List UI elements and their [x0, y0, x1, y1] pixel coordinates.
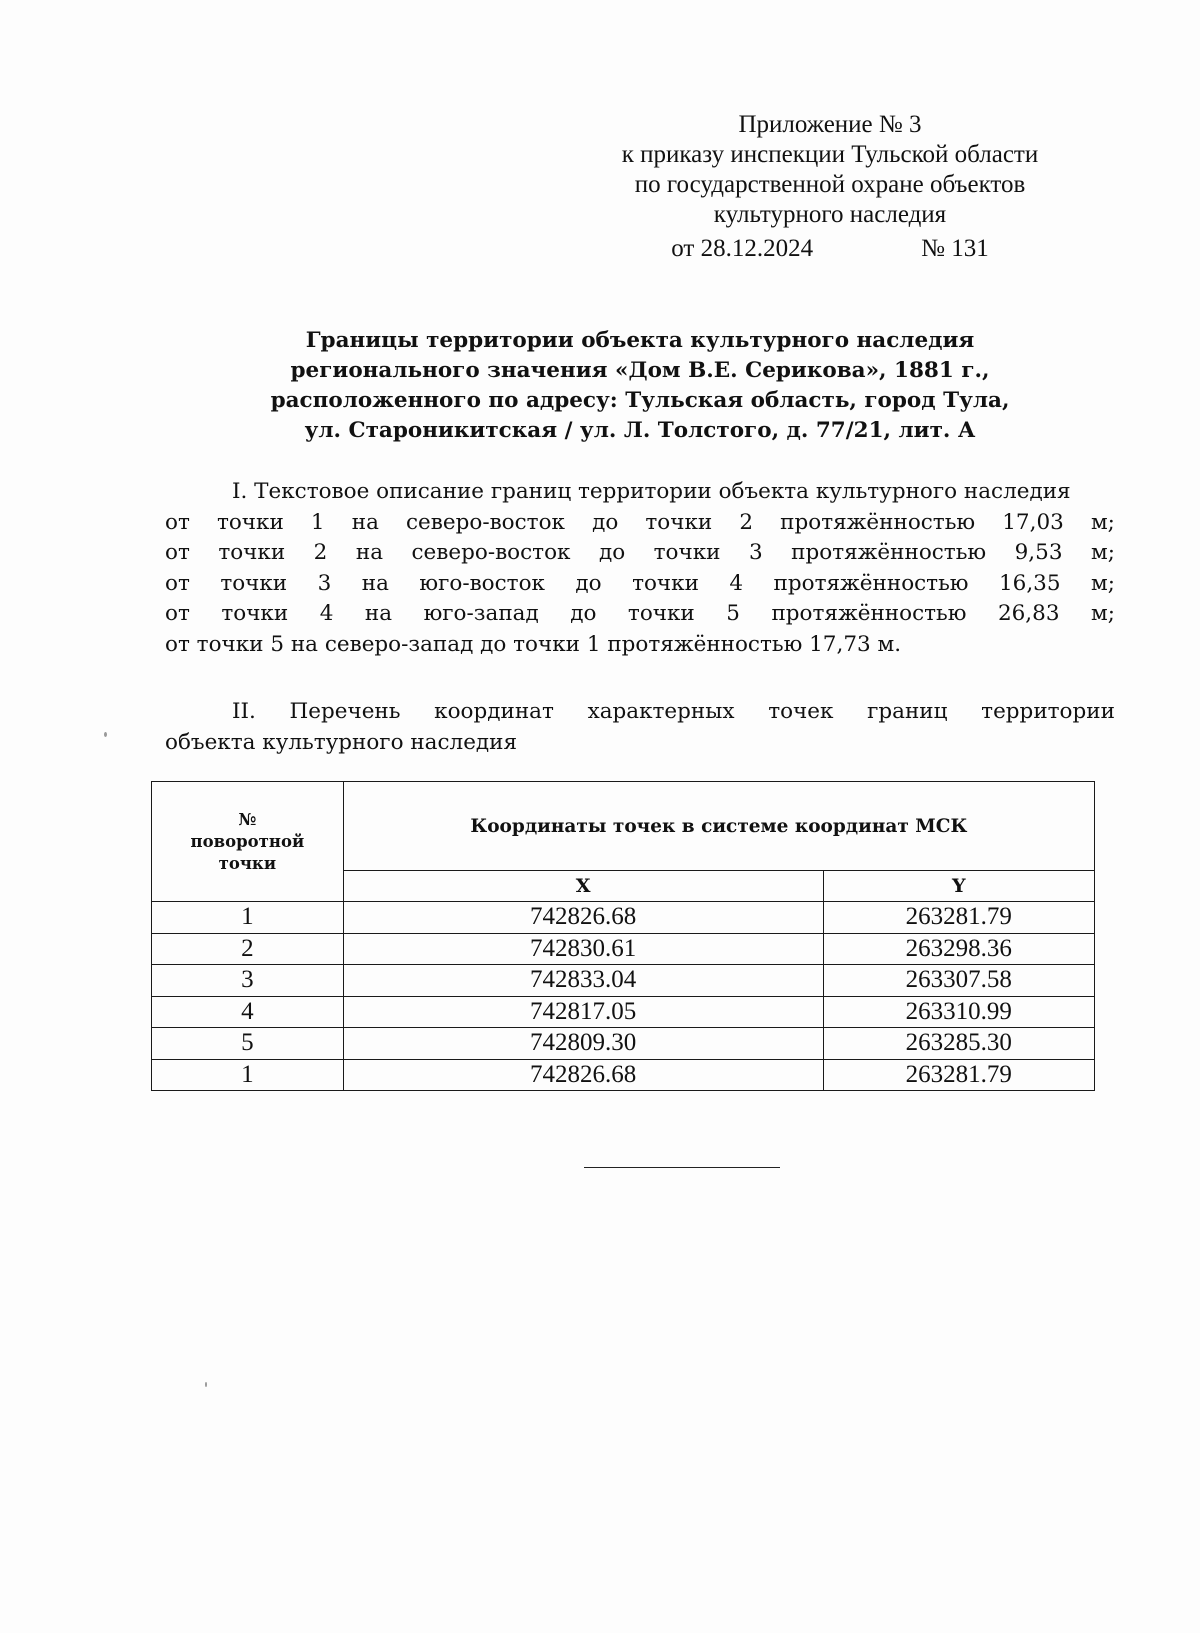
- header-y: Y: [823, 871, 1094, 902]
- word: точки: [653, 540, 721, 565]
- word: 9,53: [1014, 540, 1063, 565]
- cell-point: 4: [152, 996, 344, 1028]
- cell-point: 2: [152, 933, 344, 965]
- coordinates-table: [151, 781, 1095, 1091]
- table-row: [152, 965, 1095, 997]
- word: от: [165, 540, 190, 565]
- header-point-number-line: поворотной: [190, 831, 305, 851]
- header-point-number-line: точки: [218, 853, 277, 873]
- section1-line: от точки 5 на северо-запад до точки 1 протяжённостью 17,73 м.: [165, 631, 902, 657]
- word: м;: [1091, 570, 1115, 596]
- word: II.: [232, 699, 256, 724]
- word: границ: [867, 699, 948, 724]
- word: м;: [1091, 601, 1115, 626]
- appendix-order-ref: к приказу инспекции Тульской области: [621, 141, 1039, 168]
- word: 26,83: [997, 601, 1060, 626]
- word: 4: [729, 570, 744, 596]
- section2-line-1: [165, 697, 1115, 728]
- word: 2: [739, 509, 754, 535]
- word: от: [165, 601, 190, 626]
- cell-y: 263285.30: [823, 1028, 1094, 1060]
- title-line-2: регионального значения «Дом В.Е. Серикова», 1881 г.,: [290, 358, 990, 383]
- word: 5: [726, 601, 740, 626]
- table-row: [152, 902, 1095, 934]
- word: точек: [768, 699, 834, 724]
- word: 17,03: [1002, 509, 1064, 535]
- header-point-number-line: №: [238, 809, 257, 829]
- scan-speck: [205, 1382, 207, 1387]
- table-row: [152, 996, 1095, 1028]
- section1-line: [165, 538, 1115, 569]
- scan-speck: [104, 732, 107, 737]
- word: на: [351, 509, 379, 535]
- word: м;: [1090, 509, 1115, 535]
- word: северо-восток: [411, 540, 571, 565]
- cell-y: 263298.36: [823, 933, 1094, 965]
- word: до: [575, 570, 602, 596]
- word: от: [165, 570, 190, 596]
- word: от: [165, 509, 190, 535]
- word: 1: [310, 509, 325, 535]
- word: 4: [319, 601, 334, 626]
- word: 3: [317, 570, 332, 596]
- word: до: [570, 601, 597, 626]
- closing-rule: [584, 1167, 780, 1168]
- table-row: [152, 1059, 1095, 1091]
- word: точки: [218, 540, 286, 565]
- header-coordinates-title: Координаты точек в системе координат МСК: [343, 782, 1094, 871]
- word: Перечень: [289, 699, 401, 724]
- appendix-header: [570, 110, 1090, 264]
- cell-x: 742826.68: [343, 902, 823, 934]
- document-title: [160, 326, 1120, 446]
- section-coordinates-heading: [165, 697, 1115, 758]
- word: 3: [748, 540, 763, 565]
- section1-line: [165, 599, 1115, 630]
- word: характерных: [587, 699, 735, 724]
- appendix-dateline: [570, 234, 1090, 264]
- word: на: [355, 540, 384, 565]
- word: 16,35: [998, 570, 1061, 596]
- title-line-4: ул. Староникитская / ул. Л. Толстого, д. 77/21, лит. А: [304, 418, 976, 443]
- header-x: X: [343, 871, 823, 902]
- word: протяжённостью: [791, 540, 987, 565]
- cell-point: 3: [152, 965, 344, 997]
- cell-point: 1: [152, 902, 344, 934]
- table-header-row: [152, 782, 1095, 871]
- section2-line-2: объекта культурного наследия: [165, 729, 518, 755]
- section-text-description: [165, 477, 1115, 660]
- word: на: [361, 570, 389, 596]
- cell-x: 742817.05: [343, 996, 823, 1028]
- cell-x: 742809.30: [343, 1028, 823, 1060]
- word: м;: [1091, 540, 1115, 565]
- cell-x: 742826.68: [343, 1059, 823, 1091]
- cell-y: 263307.58: [823, 965, 1094, 997]
- cell-y: 263281.79: [823, 902, 1094, 934]
- appendix-number: Приложение № 3: [738, 111, 922, 138]
- order-number: № 131: [921, 235, 989, 262]
- word: точки: [632, 570, 699, 596]
- word: точки: [221, 601, 289, 626]
- cell-point: 5: [152, 1028, 344, 1060]
- section1-line: [165, 569, 1115, 600]
- appendix-heritage: культурного наследия: [713, 201, 947, 228]
- word: до: [598, 540, 626, 565]
- word: 2: [313, 540, 328, 565]
- word: точки: [216, 509, 284, 535]
- word: на: [364, 601, 393, 626]
- appendix-authority: по государственной охране объектов: [634, 171, 1026, 198]
- section1-line: I. Текстовое описание границ территории объекта культурного наследия: [232, 479, 1071, 504]
- word: протяжённостью: [780, 509, 976, 535]
- word: протяжённостью: [773, 570, 969, 596]
- title-line-3: расположенного по адресу: Тульская область, город Тула,: [270, 388, 1010, 413]
- section1-line: [165, 508, 1115, 539]
- word: до: [592, 509, 619, 535]
- cell-point: 1: [152, 1059, 344, 1091]
- word: юго-восток: [419, 570, 545, 596]
- word: точки: [220, 570, 288, 596]
- word: северо-восток: [406, 509, 565, 535]
- table-row: [152, 1028, 1095, 1060]
- cell-x: 742830.61: [343, 933, 823, 965]
- cell-y: 263281.79: [823, 1059, 1094, 1091]
- word: юго-запад: [423, 601, 539, 626]
- table-row: [152, 933, 1095, 965]
- cell-x: 742833.04: [343, 965, 823, 997]
- title-line-1: Границы территории объекта культурного наследия: [305, 328, 975, 353]
- word: точки: [627, 601, 695, 626]
- order-date: от 28.12.2024: [671, 235, 814, 262]
- header-point-number: [152, 782, 344, 902]
- word: точки: [645, 509, 713, 535]
- word: координат: [434, 699, 554, 724]
- word: протяжённостью: [771, 601, 967, 626]
- word: территории: [981, 699, 1115, 724]
- cell-y: 263310.99: [823, 996, 1094, 1028]
